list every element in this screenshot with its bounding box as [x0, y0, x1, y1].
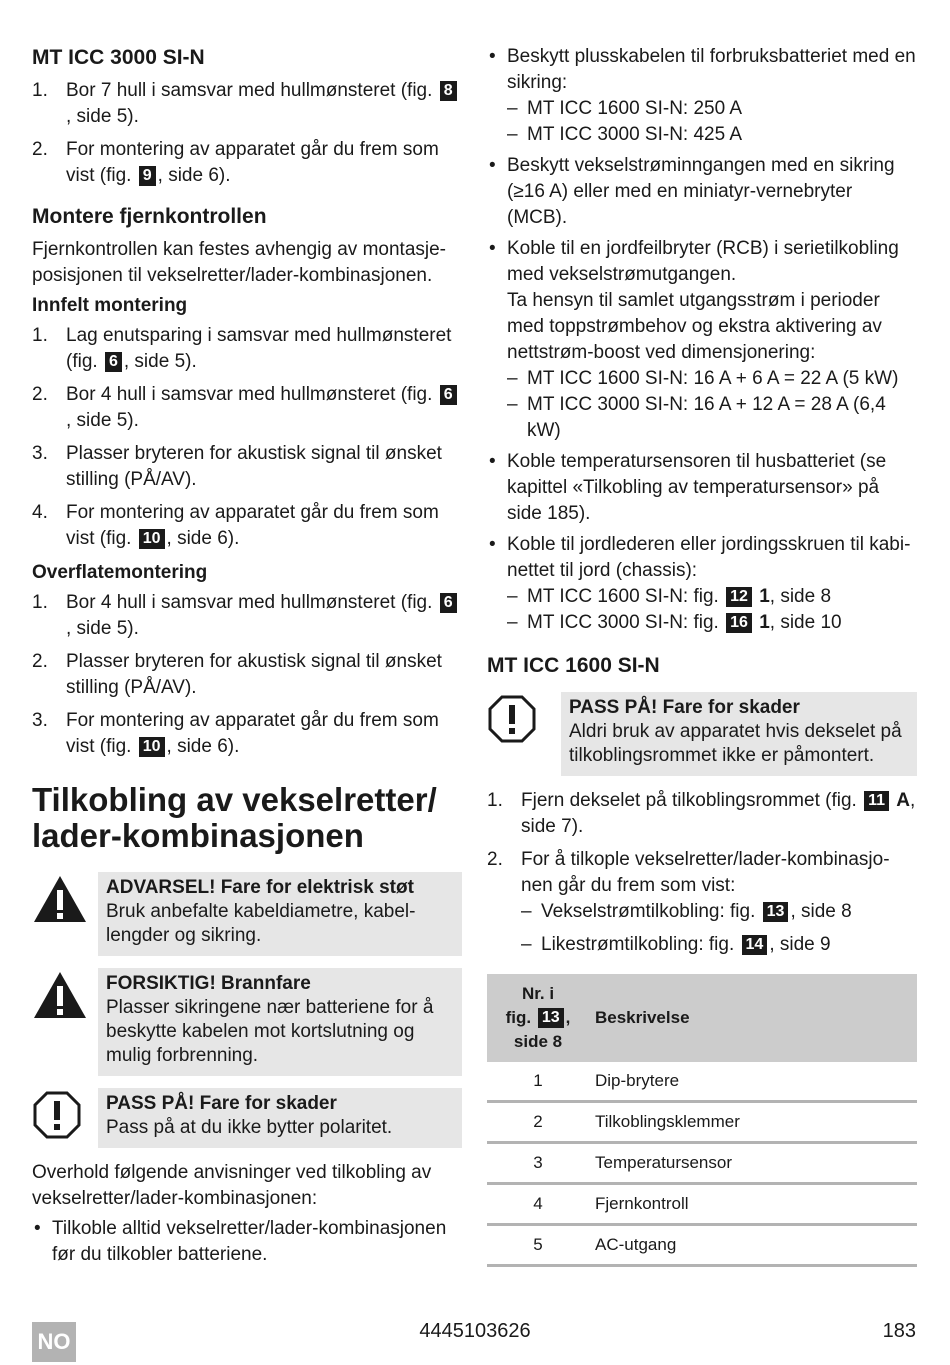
chapter-title [32, 782, 462, 854]
list-item [487, 532, 917, 636]
step-list [32, 590, 462, 760]
cell-number: 5 [487, 1225, 589, 1266]
notice-title: PASS PÅ! Fare for skader [569, 697, 800, 718]
table-row [487, 1102, 917, 1143]
left-column [32, 44, 462, 1273]
figure-ref: 16 [726, 613, 752, 633]
notice-title: PASS PÅ! Fare for skader [106, 1093, 337, 1114]
cell-number: 3 [487, 1143, 589, 1184]
dash-list [507, 96, 917, 148]
step-text: For montering av apparatet går du frem som vist (fig. [66, 139, 439, 186]
step-text-end: , side 5). [123, 351, 197, 372]
figure-ref: 6 [105, 352, 122, 372]
list-item [32, 137, 462, 189]
step-number: 2. [32, 384, 48, 405]
page-footer [0, 1318, 950, 1358]
list-item [32, 500, 462, 552]
language-badge: NO [32, 1322, 76, 1362]
header-text: Nr. i [521, 984, 555, 1003]
cell-description: Tilkoblingsklemmer [589, 1102, 917, 1143]
step-number: 1. [32, 325, 48, 346]
list-item [507, 584, 917, 610]
header-text: fig. [505, 1008, 532, 1027]
figure-ref: 6 [440, 385, 457, 405]
page-number: 183 [882, 1320, 916, 1342]
step-number: 1. [32, 80, 48, 101]
column-header-description: Beskrivelse [589, 974, 917, 1062]
figure-ref: 10 [139, 737, 165, 757]
figure-position: 1 [759, 586, 770, 607]
step-text-end: , side 5). [66, 106, 139, 127]
bullet-text: Koble til jordlederen eller jordingsskruen til kabi-nettet til jord (chassis): [507, 534, 911, 581]
item-text-end: , side 10 [769, 612, 842, 633]
item-text: Vekselstrømtilkobling: fig. [541, 901, 756, 922]
step-text-end: , side 5). [66, 618, 139, 639]
item-text-end: , side 8 [769, 586, 832, 607]
list-item [32, 708, 462, 760]
list-item: • Koble temperatursensoren til husbatteriet (se kapittel «Tilkobling av temperatursensor» på side 185). [487, 449, 917, 527]
step-text: Plasser bryteren for akustisk signal til ønsket stilling (PÅ/AV). [66, 651, 442, 698]
warning-triangle-icon [32, 872, 98, 956]
step-text: Fjern dekselet på tilkoblingsrommet (fig. [521, 790, 857, 811]
cell-description: Fjernkontroll [589, 1184, 917, 1225]
figure-ref: 14 [742, 935, 768, 955]
table-header-row [487, 974, 917, 1062]
table-row [487, 1062, 917, 1102]
step-text-end: , side 6). [166, 528, 240, 549]
list-item [507, 610, 917, 636]
subsection-title: Overflatemontering [32, 562, 208, 583]
damage-notice [32, 1088, 462, 1148]
step-list [487, 788, 917, 958]
list-item [487, 236, 917, 444]
step-number: 2. [32, 139, 48, 160]
list-item [521, 899, 917, 925]
table-row [487, 1225, 917, 1266]
item-text-end: , side 8 [790, 901, 852, 922]
bullet-list [32, 1216, 462, 1268]
notice-text: Pass på at du ikke bytter polaritet. [106, 1117, 393, 1138]
component-table [487, 974, 917, 1267]
step-text: Bor 4 hull i samsvar med hullmønsteret (fig. [66, 384, 433, 405]
step-text: Bor 4 hull i samsvar med hullmønsteret (fig. [66, 592, 433, 613]
table-row [487, 1184, 917, 1225]
notice-title: ADVARSEL! Fare for elektrisk støt [106, 877, 414, 898]
paragraph: Fjernkontrollen kan festes avhengig av montasje-posisjonen til vekselretter/lader-kombinasjonen. [32, 239, 447, 286]
dash-list [521, 899, 917, 958]
list-item: – MT ICC 1600 SI-N: 16 A + 6 A = 22 A (5 kW) [507, 366, 917, 392]
step-number: 3. [32, 710, 48, 731]
dash-list [507, 366, 917, 444]
list-item [32, 382, 462, 434]
notice-text: Plasser sikringene nær batteriene for å beskytte kabelen mot kortslutning og mulig forbrenning. [106, 997, 434, 1066]
step-text: Bor 7 hull i samsvar med hullmønsteret (fig. [66, 80, 433, 101]
figure-ref: 9 [139, 166, 156, 186]
caution-notice [32, 968, 462, 1076]
cell-description: Dip-brytere [589, 1062, 917, 1102]
list-item [521, 932, 917, 958]
step-list [32, 323, 462, 552]
item-text: Likestrømtilkobling: fig. [541, 934, 735, 955]
section-title: MT ICC 3000 SI-N [32, 46, 205, 69]
figure-ref: 13 [538, 1008, 564, 1028]
section-title: Montere fjernkontrollen [32, 205, 267, 228]
figure-ref: 10 [139, 529, 165, 549]
section-title: MT ICC 1600 SI-N [487, 654, 660, 677]
header-text: side 8 [513, 1032, 563, 1051]
chapter-title-line: lader-kombinasjonen [32, 817, 364, 854]
list-item: – MT ICC 3000 SI-N: 425 A [507, 122, 917, 148]
item-text: MT ICC 3000 SI-N: fig. [527, 612, 719, 633]
step-number: 1. [32, 592, 48, 613]
exclamation-octagon-icon [32, 1088, 98, 1148]
bullet-list [487, 44, 917, 636]
right-column [487, 44, 917, 1267]
step-text-end: , side 7). [521, 790, 916, 837]
list-item: – MT ICC 1600 SI-N: 250 A [507, 96, 917, 122]
step-text-end: , side 6). [166, 736, 240, 757]
table-row [487, 1143, 917, 1184]
chapter-title-line: Tilkobling av vekselretter/ [32, 781, 437, 818]
list-item: • Beskytt vekselstrøminngangen med en sikring (≥16 A) eller med en miniatyr-vernebryter (MCB). [487, 153, 917, 231]
document-number: 4445103626 [419, 1320, 531, 1342]
list-item [32, 441, 462, 493]
figure-position: 1 [759, 612, 770, 633]
step-number: 3. [32, 443, 48, 464]
cell-number: 2 [487, 1102, 589, 1143]
step-number: 4. [32, 502, 48, 523]
list-item: – MT ICC 3000 SI-N: 16 A + 12 A = 28 A (6,4 kW) [507, 392, 917, 444]
cell-number: 1 [487, 1062, 589, 1102]
step-text-end: , side 6). [157, 165, 231, 186]
subsection-title: Innfelt montering [32, 295, 188, 316]
exclamation-octagon-icon [487, 692, 561, 776]
step-text: For montering av apparatet går du frem som vist (fig. [66, 502, 439, 549]
notice-title: FORSIKTIG! Brannfare [106, 973, 311, 994]
step-text-end: , side 5). [66, 410, 139, 431]
list-item [487, 847, 917, 958]
list-item [32, 649, 462, 701]
figure-ref: 12 [726, 587, 752, 607]
notice-text: Bruk anbefalte kabeldiametre, kabel-lengder og sikring. [106, 901, 416, 946]
column-header-number [487, 974, 589, 1062]
step-text: Lag enutsparing i samsvar med hullmønsteret (fig. [66, 325, 452, 372]
list-item [487, 788, 917, 840]
dash-list [507, 584, 917, 636]
list-item [32, 323, 462, 375]
bullet-text: Koble til en jordfeilbryter (RCB) i serietilkobling med vekselstrømutgangen. [507, 238, 899, 285]
list-item: • Tilkoble alltid vekselretter/lader-kombinasjonen før du tilkobler batteriene. [32, 1216, 462, 1268]
figure-ref: 11 [864, 791, 889, 811]
step-list [32, 78, 462, 189]
warning-notice [32, 872, 462, 956]
notice-text: Aldri bruk av apparatet hvis dekselet på tilkoblingsrommet ikke er påmontert. [569, 721, 902, 766]
step-number: 2. [32, 651, 48, 672]
item-text: MT ICC 1600 SI-N: fig. [527, 586, 719, 607]
figure-ref: 6 [440, 593, 457, 613]
header-text: , [565, 1008, 571, 1027]
step-text: Plasser bryteren for akustisk signal til ønsket stilling (PÅ/AV). [66, 443, 442, 490]
cell-number: 4 [487, 1184, 589, 1225]
step-number: 2. [487, 849, 503, 870]
item-text-end: , side 9 [769, 934, 831, 955]
list-item [32, 590, 462, 642]
figure-ref: 13 [763, 902, 789, 922]
figure-position: A [896, 790, 911, 811]
step-text: For å tilkople vekselretter/lader-kombinasjo-nen går du frem som vist: [521, 849, 890, 896]
bullet-text: Ta hensyn til samlet utgangsstrøm i perioder med toppstrømbehov og ekstra aktivering av nettstrøm-boost ved dimensjonering: [507, 290, 882, 363]
step-number: 1. [487, 790, 503, 811]
damage-notice [487, 692, 917, 776]
cell-description: Temperatursensor [589, 1143, 917, 1184]
list-item [32, 78, 462, 130]
paragraph: Overhold følgende anvisninger ved tilkobling av vekselretter/lader-kombinasjonen: [32, 1162, 432, 1209]
figure-ref: 8 [440, 81, 457, 101]
cell-description: AC-utgang [589, 1225, 917, 1266]
bullet-text: Beskytt plusskabelen til forbruksbatteriet med en sikring: [507, 46, 916, 93]
warning-triangle-icon [32, 968, 98, 1076]
step-text: For montering av apparatet går du frem som vist (fig. [66, 710, 439, 757]
list-item [487, 44, 917, 148]
